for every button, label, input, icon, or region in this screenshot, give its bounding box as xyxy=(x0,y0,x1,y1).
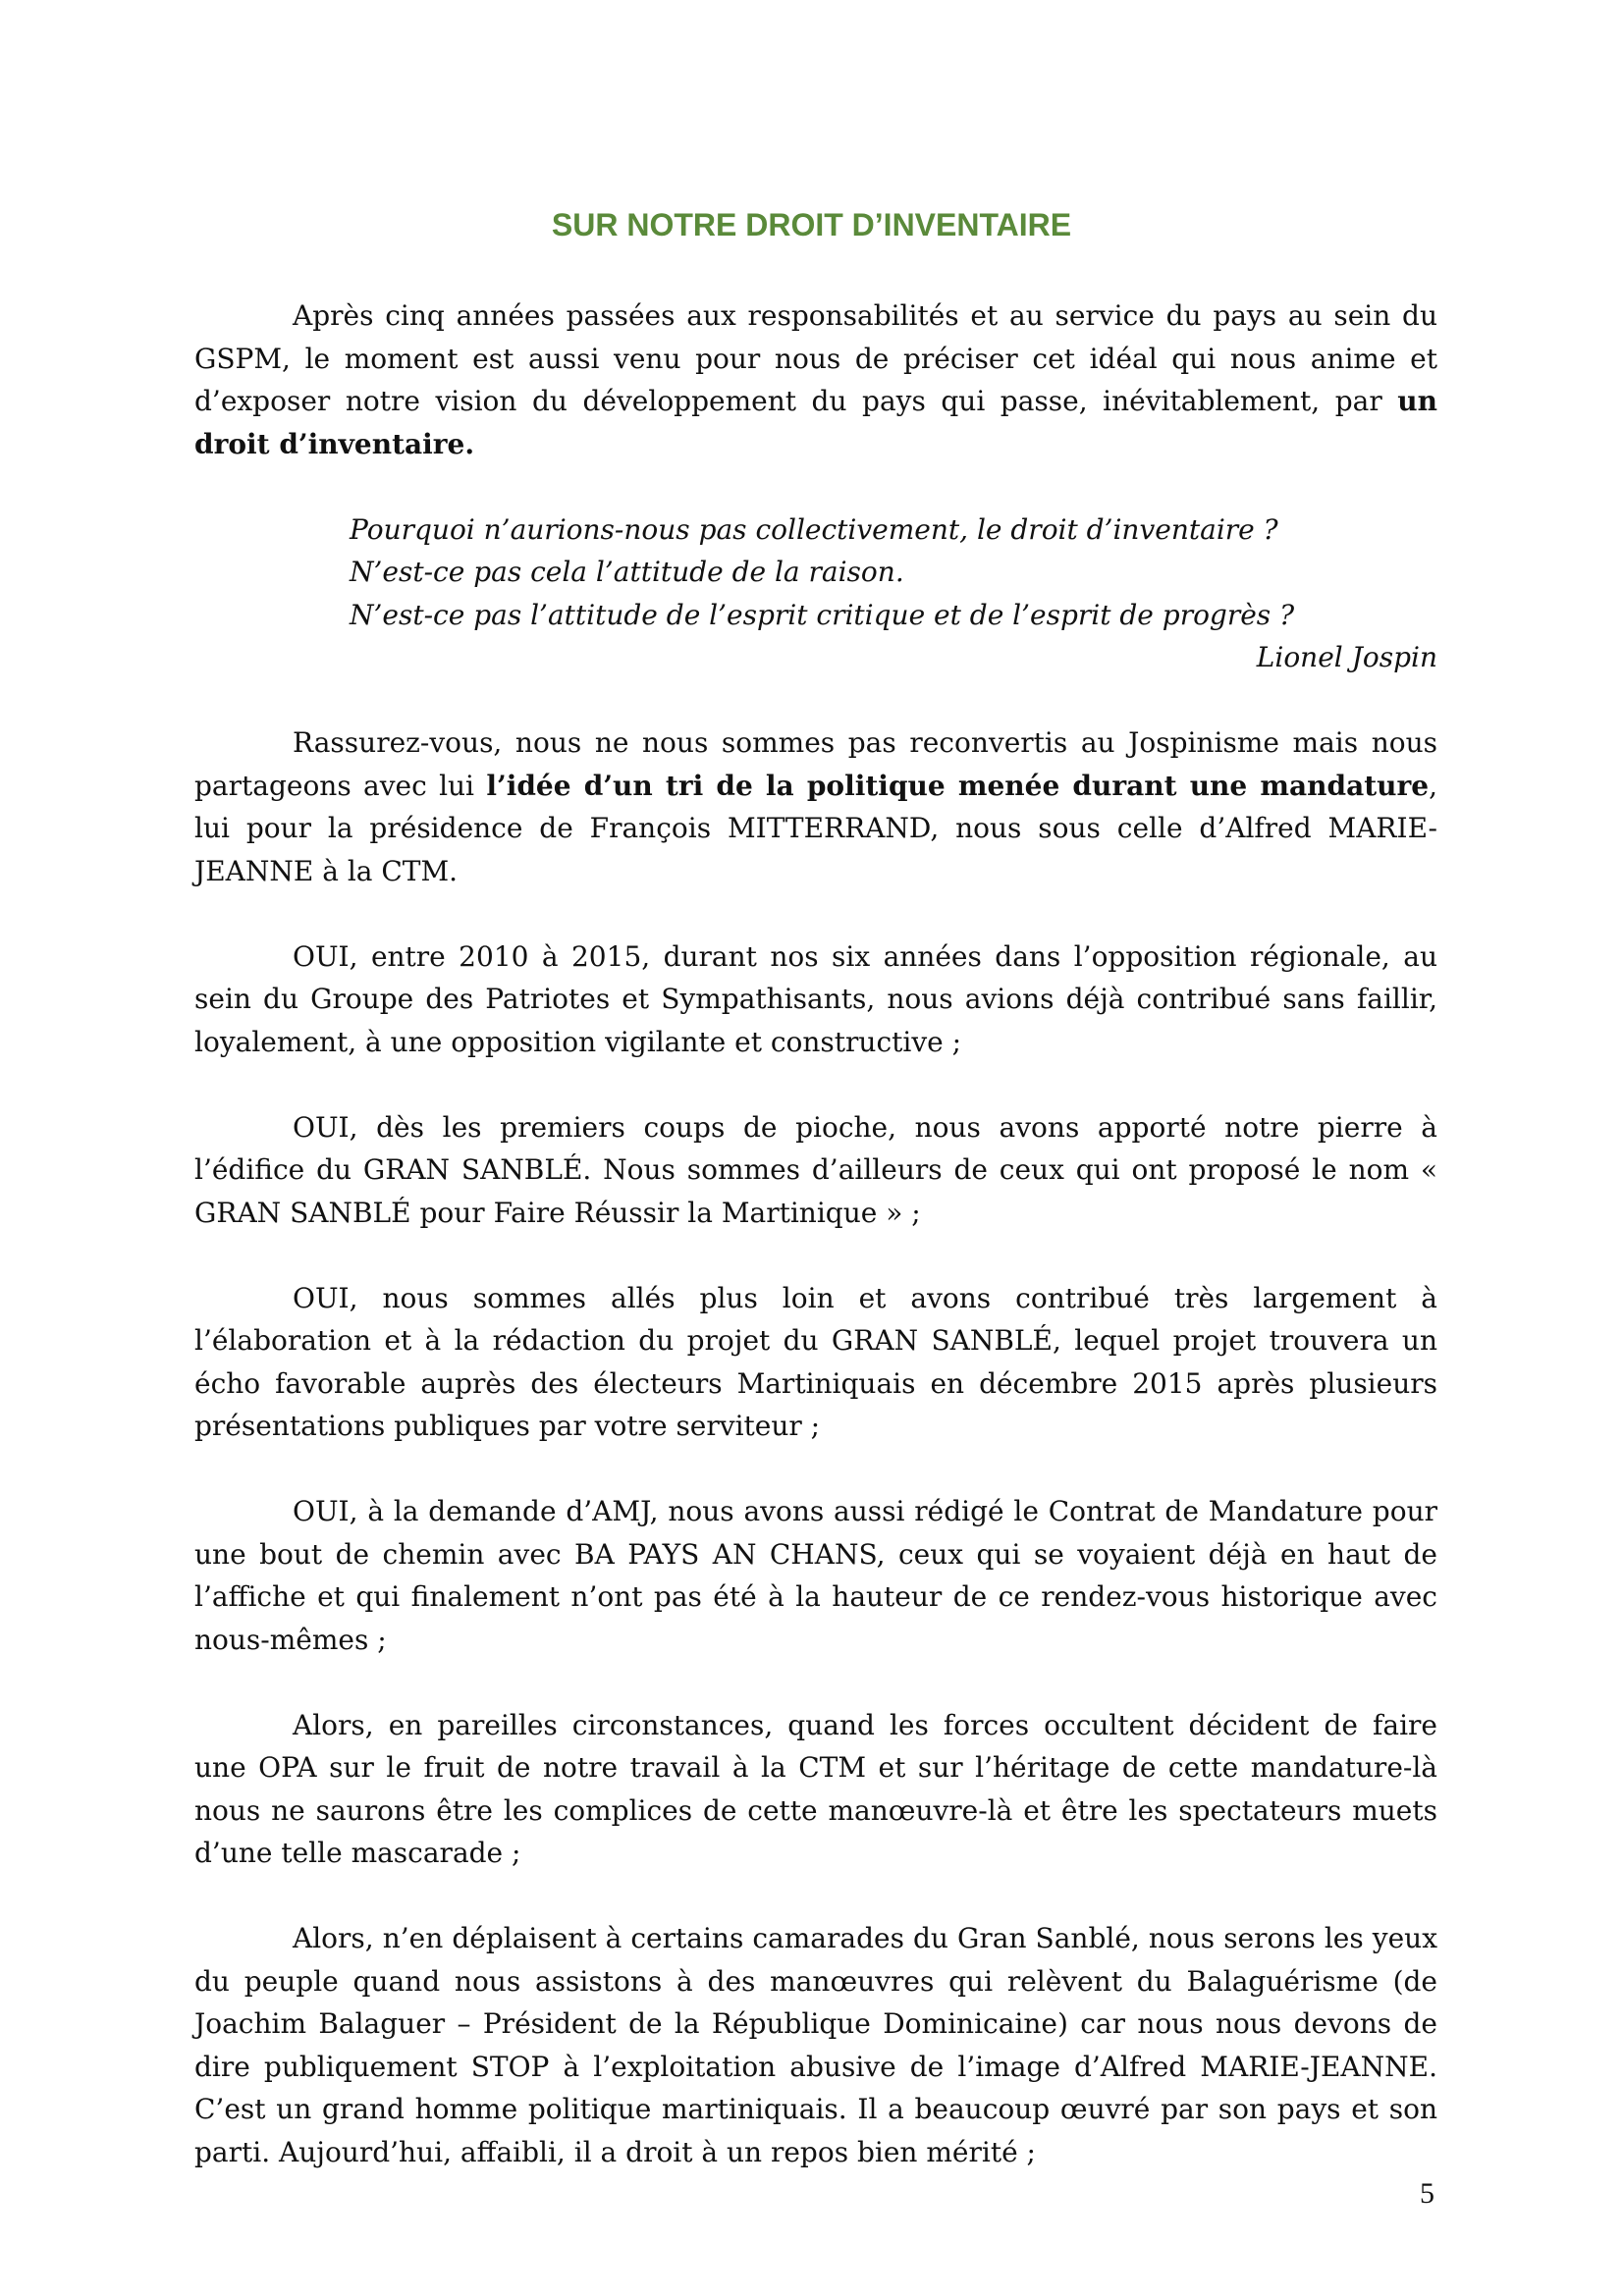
paragraph-balaguerisme: Alors, n’en déplaisent à certains camarades du Gran Sanblé, nous serons les yeux du peuple quand nous assistons à des manœuvres qui relèvent du Balaguérisme (de Joachim Balaguer – Président de la République Dominicaine) car nous nous devons de dire publiquement STOP à l’exploitation abusive de l’image d’Alfred MARIE-JEANNE. C’est un grand homme politique martiniquais. Il a beaucoup œuvré par son pays et son parti. Aujourd’hui, affaibli, il a droit à un repos bien mérité ; xyxy=(194,1922,1437,2168)
paragraph-opposition: OUI, entre 2010 à 2015, durant nos six années dans l’opposition régionale, au sein du Groupe des Patriotes et Sympathisants, nous avions déjà contribué sans faillir, loyalement, à une opposition vigilante et constructive ; xyxy=(194,939,1437,1058)
paragraph-gran-sanble: OUI, dès les premiers coups de pioche, nous avons apporté notre pierre à l’édifice du GRAN SANBLÉ. Nous sommes d’ailleurs de ceux qui ont proposé le nom « GRAN SANBLÉ pour Faire Réussir la Martinique » ; xyxy=(194,1110,1437,1229)
document-body xyxy=(194,294,1437,2216)
quote-line: N’est-ce pas l’attitude de l’esprit critique et de l’esprit de progrès ? xyxy=(350,598,1295,631)
page-number: 5 xyxy=(1420,2177,1434,2210)
paragraph-jospinisme xyxy=(194,721,1437,892)
quote-line: Pourquoi n’aurions-nous pas collectivement, le droit d’inventaire ? xyxy=(350,512,1278,546)
paragraph-projet: OUI, nous sommes allés plus loin et avons contribué très largement à l’élaboration et à la rédaction du projet du GRAN SANBLÉ, lequel projet trouvera un écho favorable auprès des électeurs Martiniquais en décembre 2015 après plusieurs présentations publiques par votre serviteur ; xyxy=(194,1281,1437,1442)
paragraph-text: , lui pour la présidence de François MITTERRAND, nous sous celle d’Alfred MARIE-JEANNE à la CTM. xyxy=(194,769,1437,887)
page-title: SUR NOTRE DROIT D’INVENTAIRE xyxy=(551,207,1072,242)
quote-author: Lionel Jospin xyxy=(1256,641,1437,673)
paragraph-contrat: OUI, à la demande d’AMJ, nous avons aussi rédigé le Contrat de Mandature pour une bout de chemin avec BA PAYS AN CHANS, ceux qui se voyaient déjà en haut de l’affiche et qui finalement n’ont pas été à la hauteur de ce rendez-vous historique avec nous-mêmes ; xyxy=(194,1495,1437,1656)
emphasis-text: l’idée d’un tri de la politique menée durant une mandature xyxy=(486,769,1430,802)
paragraph-text: Rassurez-vous, nous ne nous sommes pas reconvertis au Jospinisme mais nous partageons avec lui xyxy=(194,726,1437,802)
paragraph-intro xyxy=(194,294,1437,465)
emphasis-text: un droit d’inventaire. xyxy=(194,385,1437,460)
blockquote xyxy=(350,508,1437,679)
paragraph-opa: Alors, en pareilles circonstances, quand les forces occultent décident de faire une OPA sur le fruit de notre travail à la CTM et sur l’héritage de cette mandature-là nous ne saurons être les complices de cette manœuvre-là et être les spectateurs muets d’une telle mascarade ; xyxy=(194,1708,1437,1869)
quote-line: N’est-ce pas cela l’attitude de la raison. xyxy=(350,556,904,588)
paragraph-text: Après cinq années passées aux responsabilités et au service du pays au sein du GSPM, le moment est aussi venu pour nous de préciser cet idéal qui nous anime et d’exposer notre vision du développement du pays qui passe, inévitablement, par xyxy=(194,299,1437,417)
